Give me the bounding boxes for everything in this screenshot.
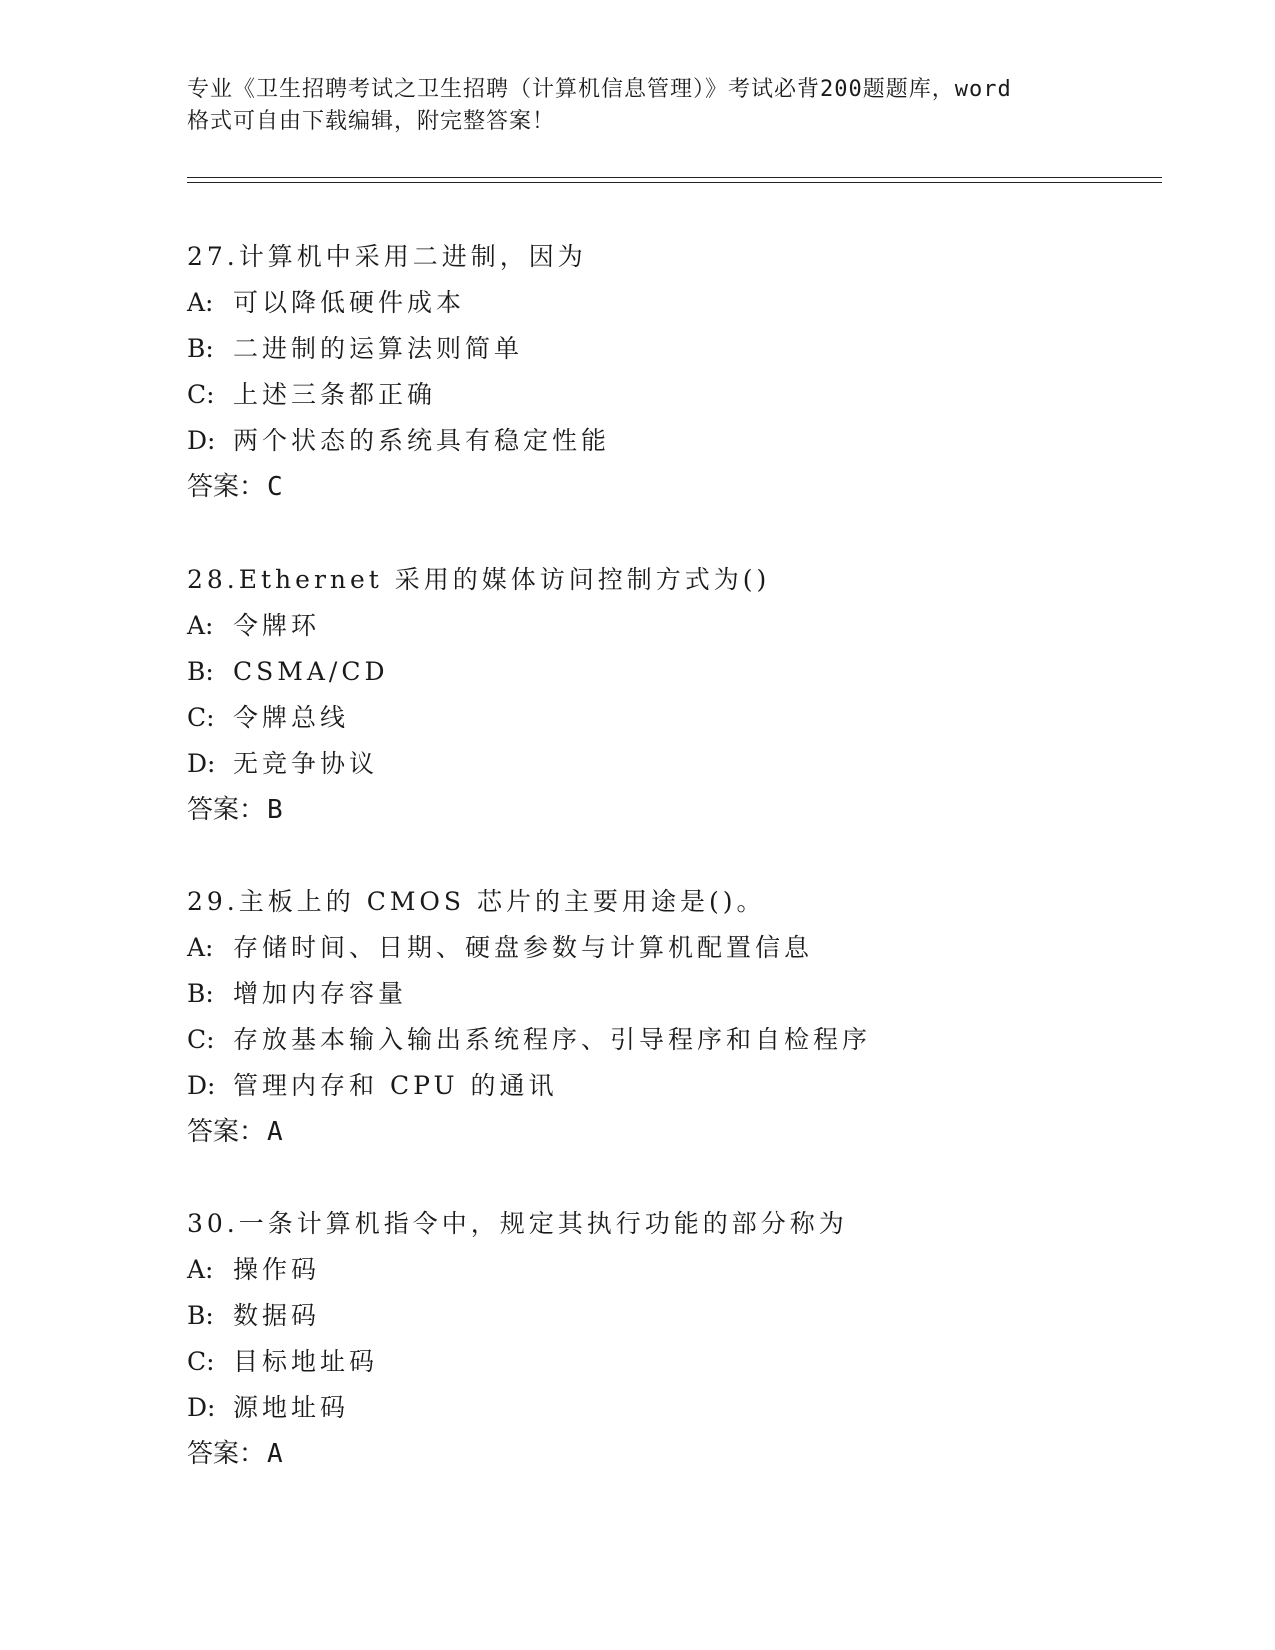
option-b (187, 326, 1167, 372)
option-d (187, 1385, 1167, 1431)
option-a (187, 280, 1167, 326)
option-text: 令牌总线 (233, 703, 350, 732)
option-letter: A: (187, 611, 214, 640)
option-text: 两个状态的系统具有稳定性能 (233, 426, 611, 455)
document-header (187, 74, 1097, 138)
question-30 (187, 1201, 1167, 1477)
option-a (187, 1247, 1167, 1293)
header-line-2: 格式可自由下载编辑，附完整答案！ (187, 109, 556, 134)
answer-value: B (267, 795, 283, 825)
option-text: CSMA/CD (233, 657, 389, 686)
answer-value: A (267, 1117, 283, 1147)
answer-line (187, 787, 1167, 833)
option-c (187, 1339, 1167, 1385)
option-text: 可以降低硬件成本 (233, 288, 466, 317)
option-letter: D: (187, 1071, 216, 1100)
option-letter: B: (187, 979, 214, 1008)
question-stem: 27.计算机中采用二进制，因为 (187, 242, 587, 271)
option-text: 增加内存容量 (233, 979, 408, 1008)
header-divider-bottom (187, 182, 1162, 183)
question-stem: 29.主板上的 CMOS 芯片的主要用途是()。 (187, 887, 766, 916)
answer-line (187, 1431, 1167, 1477)
option-text: 存储时间、日期、硬盘参数与计算机配置信息 (233, 933, 814, 962)
header-line-1: 专业《卫生招聘考试之卫生招聘（计算机信息管理）》考试必背200题题库，word (187, 77, 1012, 102)
option-d (187, 741, 1167, 787)
option-a (187, 925, 1167, 971)
answer-value: C (267, 472, 283, 502)
option-text: 存放基本输入输出系统程序、引导程序和自检程序 (233, 1025, 872, 1054)
answer-label: 答案： (187, 795, 266, 825)
option-c (187, 372, 1167, 418)
option-letter: D: (187, 749, 216, 778)
option-text: 令牌环 (233, 611, 321, 640)
answer-line (187, 1109, 1167, 1155)
option-a (187, 603, 1167, 649)
option-letter: D: (187, 426, 216, 455)
option-letter: C: (187, 380, 215, 409)
option-text: 二进制的运算法则简单 (233, 334, 524, 363)
option-text: 管理内存和 CPU 的通讯 (233, 1071, 558, 1100)
answer-label: 答案： (187, 472, 266, 502)
option-b (187, 971, 1167, 1017)
option-letter: C: (187, 1347, 215, 1376)
option-letter: C: (187, 1025, 215, 1054)
answer-value: A (267, 1439, 283, 1469)
answer-label: 答案： (187, 1117, 266, 1147)
answer-label: 答案： (187, 1439, 266, 1469)
header-divider-top (187, 177, 1162, 178)
question-29 (187, 879, 1167, 1155)
question-27 (187, 234, 1167, 510)
option-text: 操作码 (233, 1255, 321, 1284)
option-letter: A: (187, 933, 214, 962)
option-text: 数据码 (233, 1301, 321, 1330)
question-stem: 28.Ethernet 采用的媒体访问控制方式为() (187, 565, 771, 594)
option-letter: B: (187, 657, 214, 686)
option-text: 无竞争协议 (233, 749, 379, 778)
option-letter: D: (187, 1393, 216, 1422)
option-text: 上述三条都正确 (233, 380, 437, 409)
option-letter: A: (187, 1255, 214, 1284)
option-letter: A: (187, 288, 214, 317)
option-letter: B: (187, 1301, 214, 1330)
answer-line (187, 464, 1167, 510)
question-stem: 30.一条计算机指令中，规定其执行功能的部分称为 (187, 1209, 848, 1238)
option-d (187, 1063, 1167, 1109)
option-b (187, 649, 1167, 695)
option-c (187, 1017, 1167, 1063)
question-28 (187, 557, 1167, 833)
option-text: 源地址码 (233, 1393, 350, 1422)
option-d (187, 418, 1167, 464)
option-b (187, 1293, 1167, 1339)
option-text: 目标地址码 (233, 1347, 379, 1376)
option-c (187, 695, 1167, 741)
option-letter: C: (187, 703, 215, 732)
option-letter: B: (187, 334, 214, 363)
